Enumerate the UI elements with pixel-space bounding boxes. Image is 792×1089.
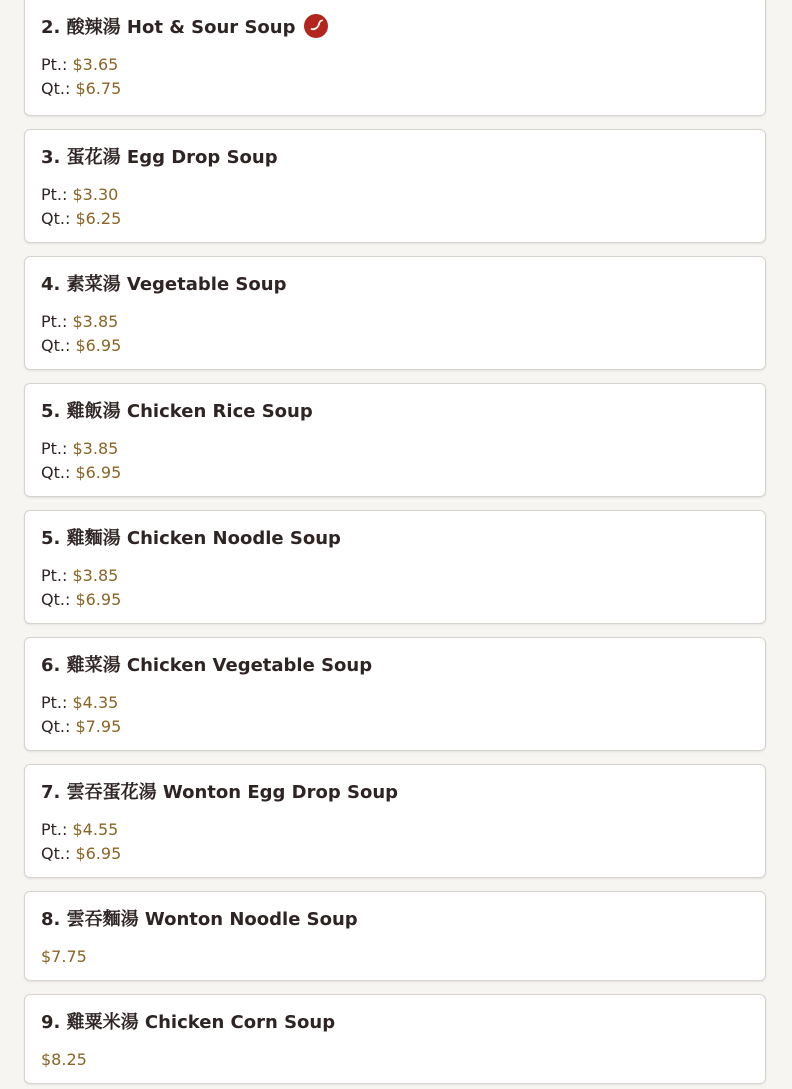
- menu-item-card[interactable]: [24, 129, 766, 243]
- menu-item-title: 9. 雞粟米湯 Chicken Corn Soup: [41, 1012, 336, 1033]
- price-value: $6.95: [75, 590, 122, 609]
- price-size-label: Pt.:: [41, 185, 68, 204]
- price-size-label: Qt.:: [41, 336, 71, 355]
- menu-item-prices: [41, 945, 765, 969]
- menu-item-title-row: [41, 13, 765, 39]
- price-value: $4.55: [72, 820, 119, 839]
- menu-item-card[interactable]: [24, 637, 766, 751]
- chili-pepper-icon: [304, 14, 328, 38]
- menu-item-card[interactable]: [24, 764, 766, 878]
- price-line: [41, 437, 765, 461]
- price-value: $8.25: [41, 1050, 87, 1069]
- price-value: $3.85: [72, 312, 119, 331]
- price-line: [41, 183, 765, 207]
- price-line: [41, 818, 765, 842]
- menu-item-title: 7. 雲吞蛋花湯 Wonton Egg Drop Soup: [41, 782, 399, 803]
- price-size-label: Pt.:: [41, 439, 68, 458]
- price-size-label: Pt.:: [41, 820, 68, 839]
- price-size-label: Pt.:: [41, 55, 68, 74]
- menu-item-title: 3. 蛋花湯 Egg Drop Soup: [41, 147, 278, 168]
- menu-item-prices: [41, 310, 765, 358]
- menu-item-prices: [41, 437, 765, 485]
- menu-item-prices: [41, 564, 765, 612]
- price-value: $3.30: [72, 185, 119, 204]
- price-size-label: Qt.:: [41, 590, 71, 609]
- price-value: $7.95: [75, 717, 122, 736]
- menu-item-card[interactable]: [24, 0, 766, 116]
- menu-item-title-row: [41, 778, 765, 804]
- price-line: [41, 461, 765, 485]
- menu-item-title-row: [41, 524, 765, 550]
- price-size-label: Qt.:: [41, 717, 71, 736]
- price-line: [41, 77, 765, 101]
- price-line: [41, 715, 765, 739]
- price-line: [41, 945, 765, 969]
- menu-item-title-row: [41, 1008, 765, 1034]
- price-value: $4.35: [72, 693, 119, 712]
- menu-item-title-row: [41, 143, 765, 169]
- price-size-label: Qt.:: [41, 463, 71, 482]
- menu-item-title-row: [41, 397, 765, 423]
- menu-item-card[interactable]: [24, 383, 766, 497]
- price-value: $7.75: [41, 947, 87, 966]
- price-value: $3.65: [72, 55, 119, 74]
- menu-item-prices: [41, 1048, 765, 1072]
- price-value: $6.95: [75, 463, 122, 482]
- price-size-label: Qt.:: [41, 844, 71, 863]
- menu-item-prices: [41, 818, 765, 866]
- price-line: [41, 53, 765, 77]
- menu-item-prices: [41, 53, 765, 101]
- menu-item-card[interactable]: [24, 891, 766, 981]
- menu-item-card[interactable]: [24, 510, 766, 624]
- price-line: [41, 334, 765, 358]
- price-value: $3.85: [72, 439, 119, 458]
- menu-item-title: 5. 雞飯湯 Chicken Rice Soup: [41, 401, 313, 422]
- menu-item-title: 6. 雞菜湯 Chicken Vegetable Soup: [41, 655, 373, 676]
- menu-item-title-row: [41, 270, 765, 296]
- price-line: [41, 207, 765, 231]
- price-line: [41, 842, 765, 866]
- menu-item-title: 4. 素菜湯 Vegetable Soup: [41, 274, 287, 295]
- price-value: $6.95: [75, 336, 122, 355]
- price-value: $3.85: [72, 566, 119, 585]
- price-line: [41, 588, 765, 612]
- menu-item-title: 5. 雞麵湯 Chicken Noodle Soup: [41, 528, 341, 549]
- price-line: [41, 1048, 765, 1072]
- price-size-label: Pt.:: [41, 693, 68, 712]
- price-size-label: Pt.:: [41, 312, 68, 331]
- price-line: [41, 564, 765, 588]
- menu-item-title: 2. 酸辣湯 Hot & Sour Soup: [41, 17, 296, 38]
- menu-item-card[interactable]: [24, 256, 766, 370]
- price-size-label: Pt.:: [41, 566, 68, 585]
- menu-item-title-row: [41, 651, 765, 677]
- price-line: [41, 310, 765, 334]
- menu-item-card[interactable]: [24, 994, 766, 1084]
- price-size-label: Qt.:: [41, 79, 71, 98]
- menu-item-prices: [41, 183, 765, 231]
- menu-item-prices: [41, 691, 765, 739]
- price-size-label: Qt.:: [41, 209, 71, 228]
- price-value: $6.75: [75, 79, 122, 98]
- price-value: $6.25: [75, 209, 122, 228]
- price-value: $6.95: [75, 844, 122, 863]
- menu-item-title: 8. 雲吞麵湯 Wonton Noodle Soup: [41, 909, 358, 930]
- price-line: [41, 691, 765, 715]
- menu-item-title-row: [41, 905, 765, 931]
